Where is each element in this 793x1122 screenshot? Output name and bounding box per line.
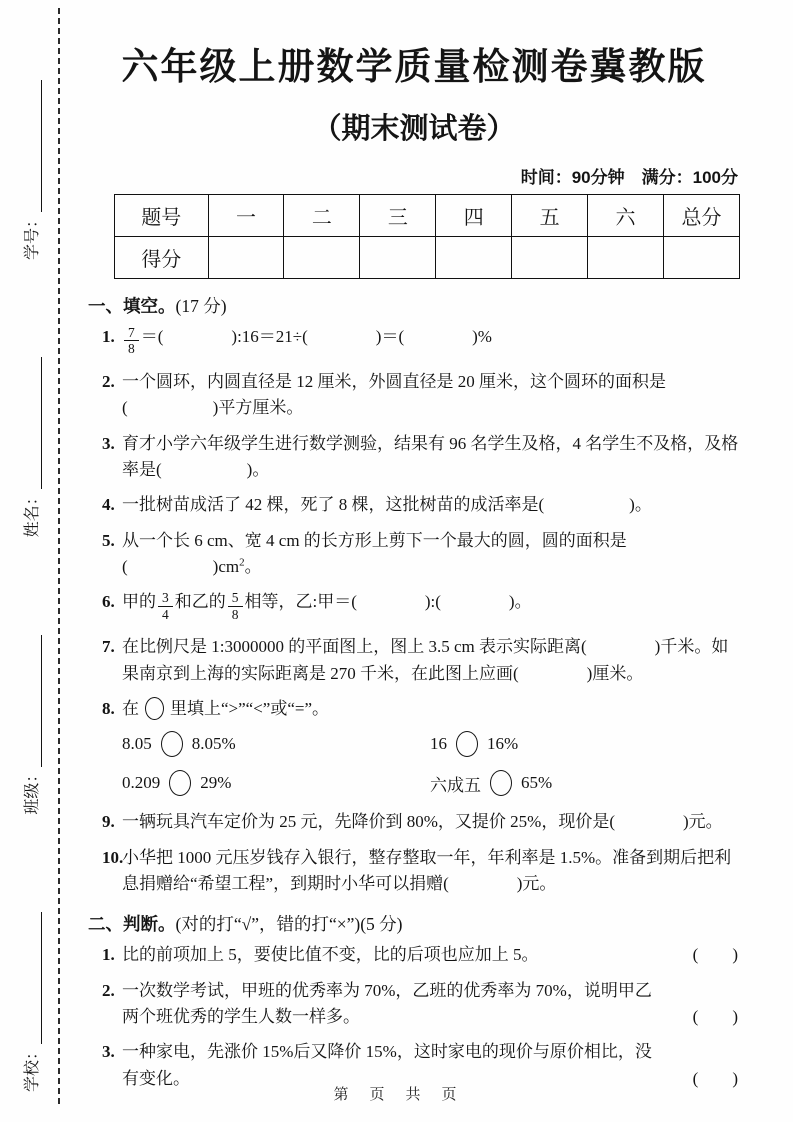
judgment-1	[88, 942, 740, 968]
question-number: 2.	[102, 980, 115, 1000]
question-text: 一种家电，先涨价 15%后又降价 15%，这时家电的现价与原价相比，没有变化。	[122, 1042, 652, 1088]
question-text: 里填上“>”“<”或“=”。	[170, 699, 330, 719]
question-3	[88, 431, 740, 484]
class-blank-line	[22, 635, 42, 767]
question-text: 一批树苗成活了 42 棵，死了 8 棵，这批树苗的成活率是( )。	[122, 495, 652, 515]
question-text: 一次数学考试，甲班的优秀率为 70%，乙班的优秀率为 70%，说明甲乙两个班优秀的学生人数一样多。	[122, 980, 652, 1027]
page-title: 六年级上册数学质量检测卷冀教版	[121, 46, 707, 87]
question-5	[88, 528, 740, 581]
comparison-pair: 8.05 8.05%	[122, 731, 430, 757]
question-text: 一个圆环，内圆直径是 12 厘米，外圆直径是 20 厘米，这个圆环的面积是( )平方厘米。	[122, 371, 666, 418]
school-field	[19, 912, 42, 1092]
question-text: ＝( ):16＝21÷( )＝( )%	[140, 327, 492, 346]
paper-content	[88, 36, 740, 1101]
score-cell	[512, 237, 588, 279]
question-9	[88, 809, 740, 835]
cut-dashed-line	[58, 8, 60, 1104]
comparison-rows	[88, 731, 740, 796]
question-8	[88, 696, 740, 722]
column-header: 六	[588, 195, 664, 237]
question-text: 比的前项加上 5，要使比值不变，比的后项也应加上 5。	[122, 945, 539, 965]
squared-superscript: 2	[239, 556, 245, 569]
circle-blank-icon	[456, 731, 478, 757]
student-name-label: 姓名：	[24, 489, 41, 538]
score-row-header: 得分	[115, 237, 209, 279]
question-number: 3.	[102, 433, 115, 453]
question-text: 小华把 1000 元压岁钱存入银行，整存整取一年，年利率是 1.5%。准备到期后把利息捐赠给“希望工程”，到期时小华可以捐赠( )元。	[122, 847, 732, 894]
class-field	[19, 635, 42, 815]
student-info-strip	[6, 80, 42, 1092]
answer-bracket: ( )	[692, 1068, 738, 1088]
comparison-pair: 0.209 29%	[122, 770, 430, 796]
question-4	[88, 492, 740, 518]
page-footer: 第 页 共 页	[333, 1087, 460, 1103]
question-1	[88, 324, 740, 357]
score-cell	[588, 237, 664, 279]
question-text: 相等，乙:甲＝( ):( )。	[244, 592, 532, 612]
question-number: 6.	[102, 592, 115, 612]
class-label: 班级：	[24, 766, 41, 815]
question-text: 在比例尺是 1:3000000 的平面图上，图上 3.5 cm 表示实际距离( )千米。如果南京到上海的实际距离是 270 千米，在此图上应画( )厘米。	[122, 637, 729, 683]
student-name-field	[19, 357, 42, 537]
column-header: 总分	[664, 195, 740, 237]
question-number: 8.	[102, 699, 115, 719]
question-number-header: 题号	[115, 195, 209, 237]
circle-blank-icon	[490, 770, 512, 796]
circle-blank-icon	[169, 770, 191, 796]
student-number-label: 学号：	[24, 212, 41, 261]
score-cell	[284, 237, 360, 279]
section2-title: 二、判断。	[88, 914, 176, 935]
comparison-pair: 16 16%	[430, 731, 518, 757]
circle-blank-icon	[145, 697, 164, 720]
column-header: 四	[436, 195, 512, 237]
score-cell	[436, 237, 512, 279]
score-table-header-row	[115, 195, 740, 237]
time-score-info: 时间：90分钟 满分：100分	[520, 168, 738, 187]
answer-bracket: ( )	[692, 1007, 738, 1027]
column-header: 一	[208, 195, 284, 237]
question-number: 2.	[102, 371, 115, 391]
score-cell	[208, 237, 284, 279]
student-number-field	[19, 80, 42, 260]
judgment-2	[88, 978, 740, 1031]
circle-blank-icon	[161, 731, 183, 757]
school-blank-line	[22, 912, 42, 1044]
question-text: 育才小学六年级学生进行数学测验，结果有 96 名学生及格，4 名学生不及格，及格率是( )。	[122, 433, 739, 480]
question-text: 从一个长 6 cm、宽 4 cm 的长方形上剪下一个最大的圆，圆的面积是( )cm	[122, 530, 627, 577]
question-number: 9.	[102, 812, 115, 832]
question-number: 1.	[102, 945, 115, 965]
question-text: 甲的	[122, 592, 156, 612]
question-number: 3.	[102, 1042, 115, 1062]
student-name-blank-line	[22, 357, 42, 489]
page-subtitle: （期末测试卷）	[312, 113, 516, 145]
column-header: 二	[284, 195, 360, 237]
section1-heading	[88, 293, 740, 318]
student-number-blank-line	[22, 80, 42, 212]
question-number: 7.	[102, 637, 115, 657]
score-table-score-row	[115, 237, 740, 279]
question-10	[88, 845, 740, 898]
score-table	[114, 194, 740, 279]
column-header: 三	[360, 195, 436, 237]
question-7	[88, 634, 740, 687]
section2-heading	[88, 911, 740, 936]
fraction-5-8: $\frac{5}{8}$	[228, 590, 243, 622]
section1-points: (17 分)	[175, 296, 227, 316]
fraction-3-4: $\frac{3}{4}$	[158, 590, 173, 622]
comparison-pair: 六成五 65%	[430, 770, 552, 796]
section2-note: (对的打“√”，错的打“×”)(5 分)	[175, 914, 403, 935]
question-number: 5.	[102, 530, 115, 550]
question-number: 4.	[102, 495, 115, 515]
score-cell	[360, 237, 436, 279]
comparison-row	[88, 770, 740, 796]
question-2	[88, 369, 740, 422]
answer-bracket: ( )	[692, 945, 738, 965]
question-number: 1.	[102, 327, 115, 346]
question-text: 一辆玩具汽车定价为 25 元，先降价到 80%，又提价 25%，现价是( )元。	[122, 812, 723, 832]
fraction-7-8: $\frac{7}{8}$	[124, 325, 139, 357]
question-text: 和乙的	[174, 592, 226, 612]
school-label: 学校：	[24, 1043, 41, 1092]
question-text: 在	[122, 699, 139, 719]
comparison-row	[88, 731, 740, 757]
section1-title: 一、填空。	[88, 296, 176, 316]
question-text: 。	[244, 557, 262, 577]
question-number: 10.	[102, 847, 124, 867]
column-header: 五	[512, 195, 588, 237]
question-6	[88, 589, 740, 622]
score-cell	[664, 237, 740, 279]
